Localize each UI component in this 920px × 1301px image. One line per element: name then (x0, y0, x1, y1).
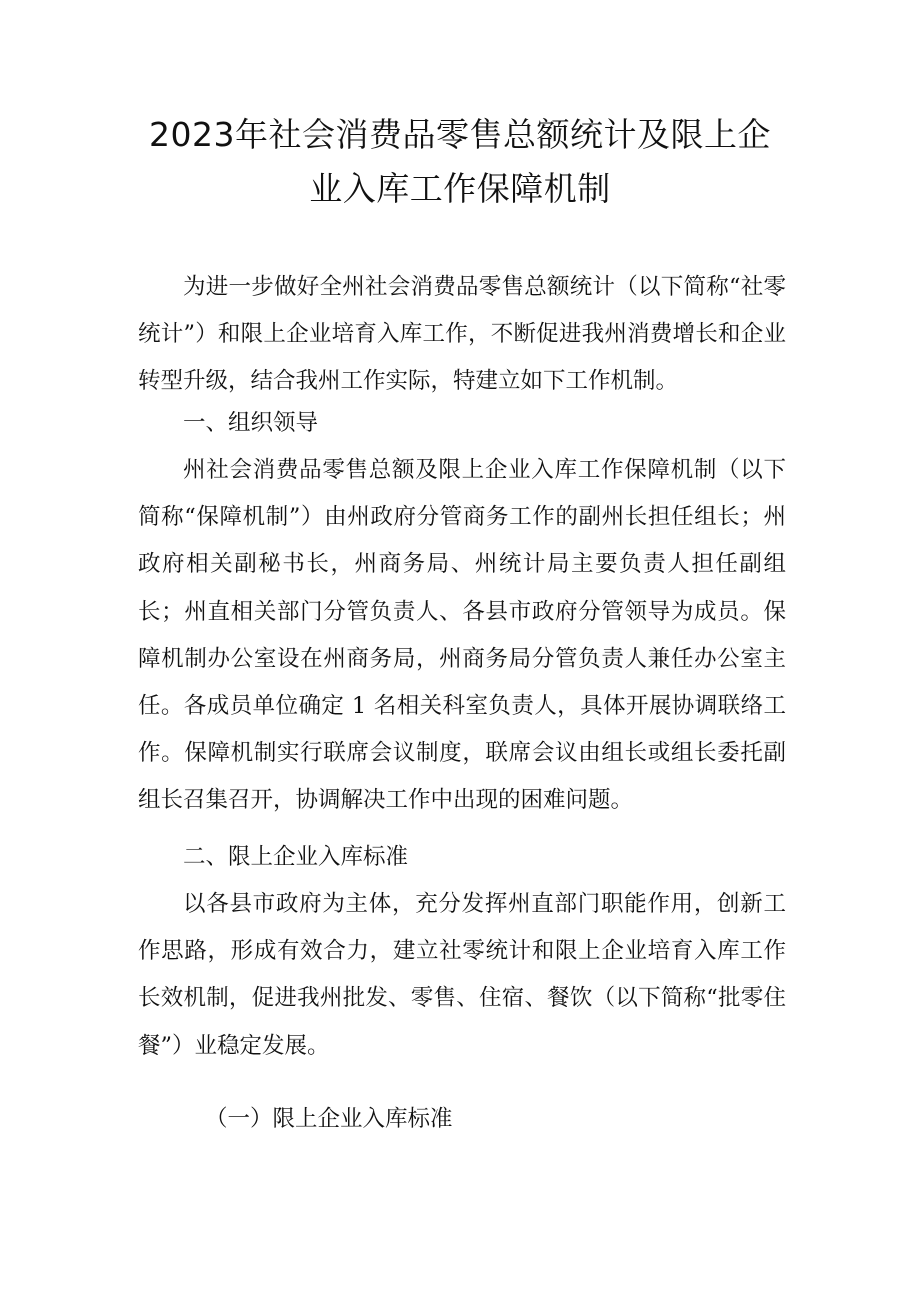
document-title (120, 108, 800, 216)
title-line-2: 业入库工作保障机制 (309, 169, 611, 208)
section-organization-paragraph: 州社会消费品零售总额及限上企业入库工作保障机制（以下简称“保障机制”）由州政府分管商务工作的副州长担任组长；州政府相关副秘书长，州商务局、州统计局主要负责人担任副组长；州直相关部门分管负责人、各县市政府分管领导为成员。保障机制办公室设在州商务局，州商务局分管负责人兼任办公室主任。各成员单位确定 1 名相关科室负责人，具体开展协调联络工作。保障机制实行联席会议制度，联席会议由组长或组长委托副组长召集召开，协调解决工作中出现的困难问题。 (138, 457, 786, 814)
section-standards-paragraph: 以各县市政府为主体，充分发挥州直部门职能作用，创新工作思路，形成有效合力，建立社零统计和限上企业培育入库工作长效机制，促进我州批发、零售、住宿、餐饮（以下简称“批零住餐”）业稳定发展。 (138, 891, 786, 1059)
section-heading-organization: 一、组织领导 (183, 410, 319, 436)
title-line-1: 2023年社会消费品零售总额统计及限上企 (149, 115, 771, 154)
section-heading-standards: 二、限上企业入库标准 (183, 844, 409, 870)
intro-paragraph: 为进一步做好全州社会消费品零售总额统计（以下简称“社零统计”）和限上企业培育入库工作，不断促进我州消费增长和企业转型升级，结合我州工作实际，特建立如下工作机制。 (138, 274, 786, 395)
subsection-heading-standards: （一）限上企业入库标准 (205, 1106, 453, 1132)
